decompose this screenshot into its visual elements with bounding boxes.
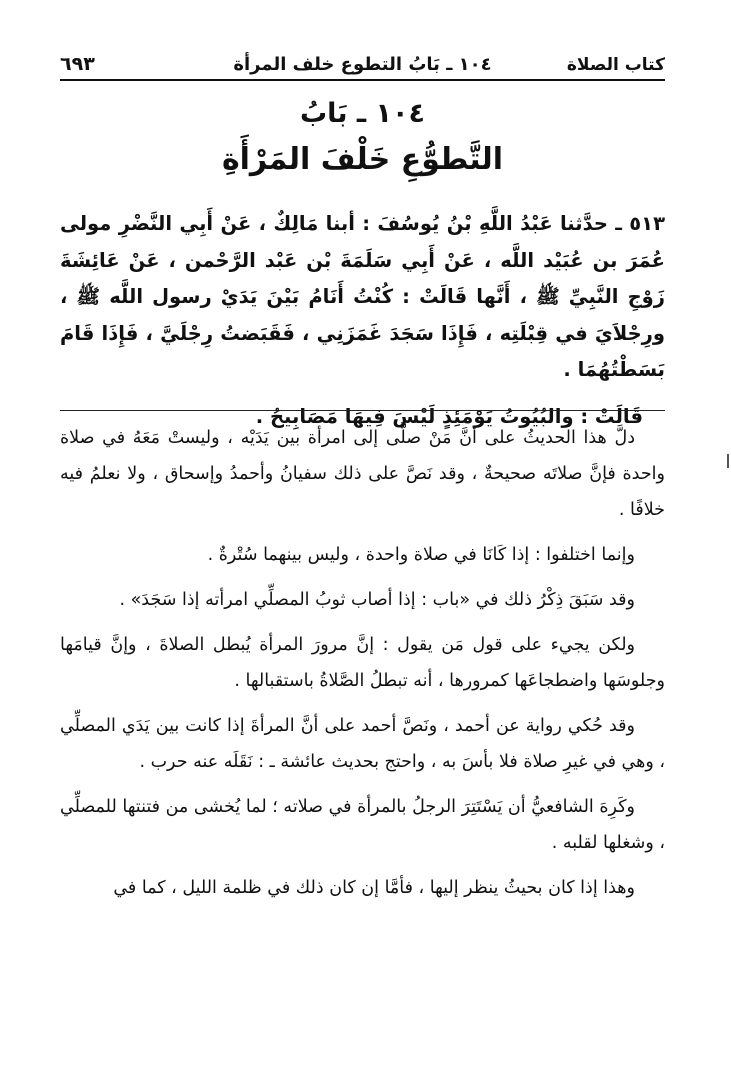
hadith-text: ٥١٣ ـ حدَّثنا عَبْدُ اللَّهِ بْنُ يُوسُفَ : أبنا مَالِكٌ ، عَنْ أَبِي النَّضْرِ مولى عُمَرَ بن عُبَيْد اللَّه ، عَنْ أَبِي سَلَمَةَ بْن عَبْد الرَّحْمن ، عَنْ عَائِشَةَ زَوْجِ النَّبِيِّ ﷺ ، أَنَّها قَالَتْ : كُنْتُ أَنَامُ بَيْنَ يَدَيْ رسول اللَّه ﷺ ، ورِجْلاَيَ في قِبْلَتِه ، فَإِذَا سَجَدَ غَمَزَنِي ، فَقَبَضتُ رِجْلَيَّ ، فَإِذَا قَامَ بَسَطْتُهُمَا .	[60, 212, 665, 381]
header-rule	[60, 79, 665, 81]
commentary-paragraph: وقد حُكي رواية عن أحمد ، ونَصَّ أحمد على أنَّ المرأةَ إذا كانت بين يَدَي المصلِّي ، وهي في غيرِ صلاة فلا بأسَ به ، واحتج بحديث عائشة ـ : نَقَلَه عنه حرب .	[60, 716, 665, 772]
chapter-title: التَّطوُّعِ خَلْفَ المَرْأَةِ	[221, 142, 504, 177]
header-page-number: ٦٩٣	[60, 53, 95, 75]
header-book-title: كتاب الصلاة	[566, 55, 665, 75]
running-header	[60, 42, 665, 76]
commentary-paragraph: ولكن يجيء على قول مَن يقول : إنَّ مرورَ المرأة يُبطل الصلاةَ ، وإنَّ قيامَها وجلوسَها واضطجاعَها كمرورها ، أنه تبطلُ الصَّلاةُ باستقبالها .	[60, 635, 665, 691]
hadith-block	[60, 206, 665, 435]
commentary-block	[60, 420, 665, 915]
section-divider	[60, 410, 665, 411]
commentary-paragraph: وهذا إذا كان بحيثُ ينظر إليها ، فأمَّا إن كان ذلك في ظلمة الليل ، كما في	[113, 878, 635, 898]
header-chapter-ref: ١٠٤ ـ بَابُ التطوع خلف المرأة	[233, 54, 492, 75]
margin-mark	[727, 454, 729, 468]
commentary-paragraph: وكَرِهَ الشافعيُّ أن يَسْتَتِرَ الرجلُ بالمرأة في صلاته ؛ لما يُخشى من فتنتها للمصلِّي ، وشغلها لقلبه .	[60, 797, 665, 853]
commentary-paragraph: وقد سَبَقَ ذِكْرُ ذلك في «باب : إذا أصاب ثوبُ المصلِّي امرأته إذا سَجَدَ» .	[119, 590, 635, 610]
hadith-qalat: قَالَتْ : والبُيُوتُ يَوْمَئِذٍ لَيْسَ فِيهَا مَصَابِيحُ .	[255, 404, 643, 428]
commentary-paragraph: وإنما اختلفوا : إذا كَانَا في صلاة واحدة ، وليس بينهما سُتْرةٌ .	[207, 545, 635, 565]
chapter-number: ١٠٤ ـ بَابُ	[300, 98, 425, 129]
commentary-paragraph: دلَّ هذا الحديثُ على أنَّ مَنْ صلَّى إلى امرأة بين يَدَيْه ، وليستْ مَعَهُ في صلاة واحدة فإنَّ صلاتَه صحيحةٌ ، وقد نَصَّ على ذلك سفيانُ وأحمدُ وإسحاق ، ولا نعلمُ فيه خلافًا .	[60, 428, 665, 520]
